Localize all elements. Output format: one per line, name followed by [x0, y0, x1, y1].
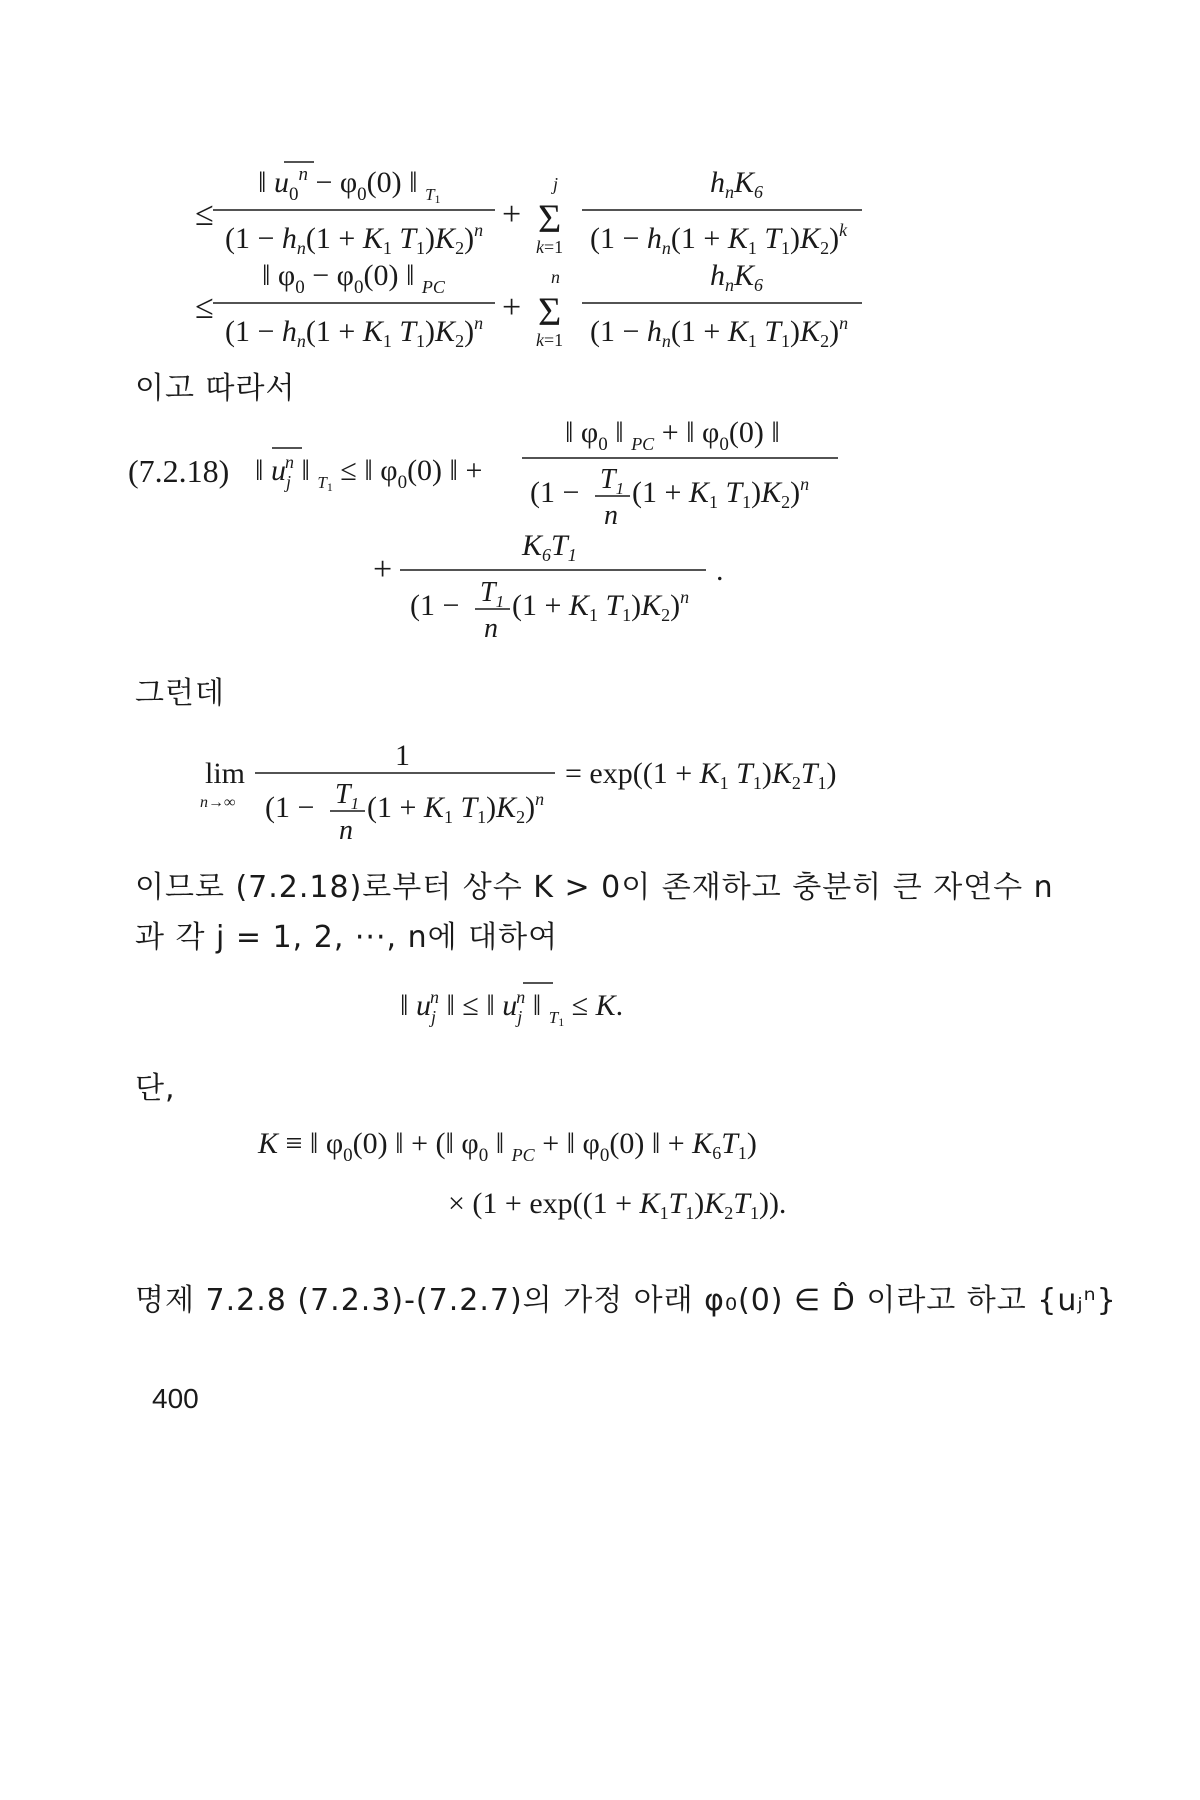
- svg-text:+: +: [502, 196, 522, 233]
- svg-text:(1 − hn(1 + K1 T1)K2)n: ($1 - h_n(1 + K_1$ $T_1)K_2)^n$: [225, 220, 484, 258]
- svg-text:Σ: Σ: [538, 196, 562, 241]
- svg-text:(1 + K1 T1)K2)n: ($1 + K_1$ $T_1)K_2)^n$: [512, 587, 690, 625]
- text-proposition: 명제 7.2.8 (7.2.3)-(7.2.7)의 가정 아래 φ₀(0) ∈ D̂ 이라고 하고 {uⱼⁿ}: [135, 1283, 1117, 1318]
- svg-text:‖ ujn ‖ T1 ≤ ‖ φ0(0) ‖ +: ‖ $u_jn$ ‖ $_T$1 ≤ ‖ $\varphi_0(0)$ ‖ +: [255, 452, 483, 494]
- equation-7-2-18: [0, 416, 1200, 644]
- k-definition: [0, 1115, 1200, 1235]
- svg-text:T1: $T_1$: [335, 779, 360, 813]
- equation-label: (7.2.18): [128, 453, 230, 489]
- inequality-chain: [0, 150, 1200, 370]
- svg-text:‖ φ0 ‖ PC + ‖ φ0(0) ‖: ‖ $\varphi_0$ ‖ $_{PC}$ + ‖ $\varphi_0(0)$ ‖: [565, 416, 780, 455]
- svg-text:1: 1: [395, 739, 410, 772]
- svg-text:Σ: Σ: [538, 289, 562, 334]
- svg-text:k=1: k=1: [536, 330, 564, 350]
- svg-text:n→∞: n→∞: [200, 794, 236, 811]
- svg-text:(1 + K1 T1)K2)n: ($1 + K_1$ $T_1)K_2)^n$: [632, 474, 810, 512]
- svg-text:× (1 + exp((1 + K1T1)K2T1)).: × $(1 + \exp((1 + K_1T_1)K_2T_1))$.: [448, 1187, 787, 1223]
- svg-text:T1: $T_1$: [600, 464, 625, 498]
- svg-text:n: n: [551, 267, 560, 287]
- svg-text:+: +: [373, 551, 393, 588]
- svg-text:(1 − hn(1 + K1 T1)K2)k: ($1 - h_n(1 + K_1$ $T_1)K_2)^k$: [590, 220, 848, 258]
- bound-equation: [0, 975, 1200, 1045]
- svg-text:K6T1: $K_6T_1$: [522, 529, 577, 565]
- svg-text:k=1: k=1: [536, 237, 564, 257]
- svg-text:≤: ≤: [195, 289, 214, 326]
- svg-text:= exp((1 + K1 T1)K2T1): = $\exp((1 + K_1$ $T_1)K_2T_1$): [565, 757, 837, 793]
- svg-text:‖ ujn ‖ ≤ ‖ ujn ‖ T1 ≤ K.: ‖ $u_jn$ ‖ ≤ ‖ $u_jn$ ‖ $_T$1 ≤ K.: [400, 987, 624, 1029]
- svg-text:(1 + K1 T1)K2)n: ($1 + K_1$ $T_1)K_2)^n$: [367, 789, 545, 827]
- svg-text:T1: $T_1$: [480, 577, 505, 611]
- svg-text:≤: ≤: [195, 196, 214, 233]
- svg-text:+: +: [502, 289, 522, 326]
- svg-text:(1 − hn(1 + K1 T1)K2)n: ($1 - h_n(1 + K_1$ $T_1)K_2)^n$: [590, 313, 849, 351]
- svg-text:hnK6: $h_nK_6$: [710, 259, 764, 295]
- svg-text:K ≡ ‖ φ0(0) ‖ + (‖ φ0 ‖ PC + ‖: K ≡ ‖ $\varphi_0(0)$ ‖ + (‖ $\varphi_0$ ‖ $_{PC}$ + ‖ $\varphi_0(0)$ ‖ + $K_6T_1$): [258, 1127, 757, 1166]
- svg-text:n: n: [604, 500, 618, 531]
- svg-text:‖ φ0 − φ0(0) ‖ PC: ‖ $\varphi_0 - \varphi_0(0)$ ‖ $_{PC}$: [262, 259, 445, 298]
- svg-text:j: j: [553, 174, 559, 194]
- limit-equation: [0, 735, 1200, 855]
- svg-text:‖ u0n − φ0(0) ‖ T1: ‖ $u_0^n - \varphi_0(0)$ ‖ $_T$1: [258, 164, 441, 206]
- svg-text:(1 −: (1 −: [265, 791, 315, 824]
- svg-text:n: n: [339, 815, 353, 846]
- text-therefore-line1: 이므로 (7.2.18)로부터 상수 K > 0이 존재하고 충분히 큰 자연수 n: [135, 870, 1054, 905]
- svg-text:hnK6: $h_nK_6$: [710, 166, 764, 202]
- svg-text:.: .: [716, 554, 724, 587]
- svg-text:n: n: [484, 613, 498, 644]
- svg-text:lim: lim: [205, 757, 246, 790]
- svg-text:(1 −: (1 −: [410, 589, 460, 622]
- svg-text:(1 −: (1 −: [530, 476, 580, 509]
- text-dan: 단,: [135, 1071, 176, 1106]
- page-number: 400: [152, 1383, 199, 1414]
- svg-text:(1 − hn(1 + K1 T1)K2)n: ($1 - h_n(1 + K_1$ $T_1)K_2)^n$: [225, 313, 484, 351]
- text-after-inequality: 이고 따라서: [135, 371, 296, 406]
- text-but: 그런데: [135, 676, 225, 711]
- text-therefore-line2: 과 각 j = 1, 2, ···, n에 대하여: [135, 920, 559, 955]
